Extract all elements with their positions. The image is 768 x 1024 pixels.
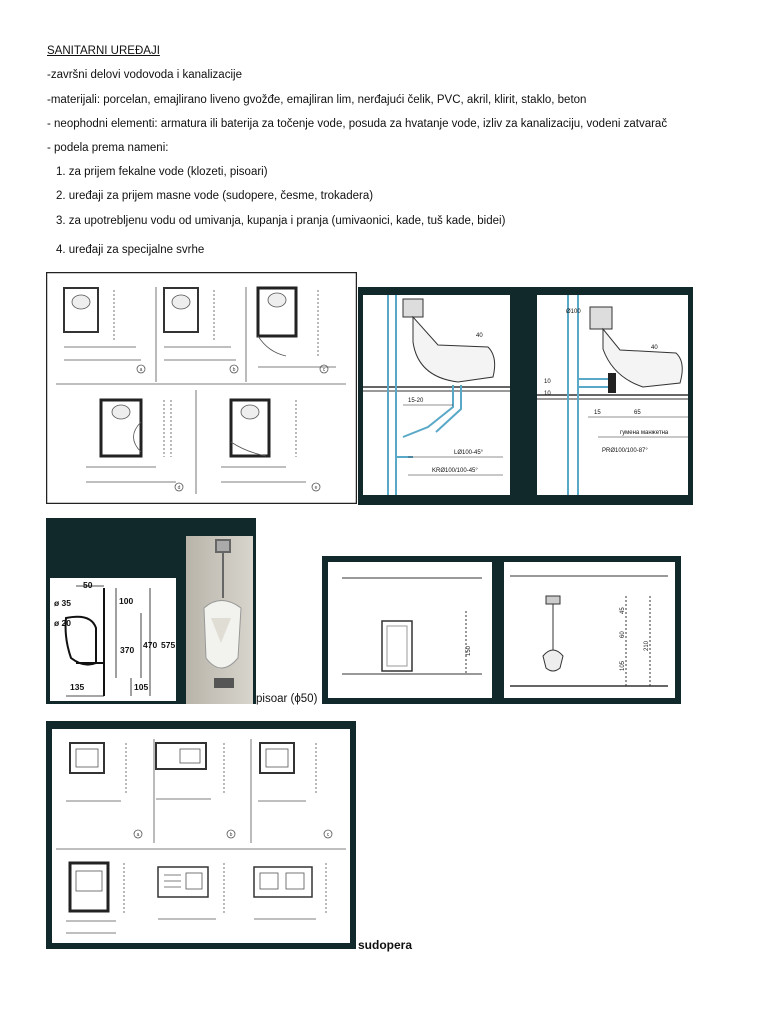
urinal-dim-dia20: ø 20: [54, 618, 72, 628]
urinal-elev-dim-60: 60: [620, 631, 626, 638]
urinal-dim-100: 100: [119, 596, 134, 606]
urinal-plan-figure: [322, 556, 498, 704]
plan-label-e: e: [314, 485, 318, 491]
sink-plan-figure: [46, 721, 356, 949]
section-right-label-4: 10: [544, 391, 551, 397]
urinal-dim-470: 470: [143, 640, 158, 650]
urinal-dim-dia35: ø 35: [54, 598, 72, 608]
toilet-plan-figure: [46, 272, 357, 504]
text-line-2: -materijali: porcelan, emajlirano liveno gvožđe, emajliran lim, nerđajući čelik, PVC, akril, klirit, staklo, beton: [47, 94, 587, 106]
urinal-figure: [46, 518, 256, 704]
urinal-elevation-figure: [498, 556, 681, 704]
urinal-dim-105: 105: [134, 682, 149, 692]
pisoar-caption: pisoar (ϕ50): [256, 693, 318, 705]
text-line-3: - neophodni elementi: armatura ili baterija za točenje vode, posuda za hvatanje vode, izliv za kanalizaciju, vodeni zatvarač: [47, 118, 668, 130]
section-right-label-8: PRØ100/100-87°: [602, 448, 648, 454]
section-right-label-2: 40: [651, 345, 658, 351]
section-right-label-6: 65: [634, 410, 641, 416]
plan-label-a: a: [139, 367, 143, 373]
plan-label-d: d: [177, 485, 181, 491]
urinal-dim-width-top: 50: [83, 580, 93, 590]
list-item-4: 4. uređaji za specijalne svrhe: [56, 244, 205, 256]
urinal-elev-dim-105: 105: [620, 660, 626, 671]
section-right-label-7: гумена манжетна: [620, 430, 669, 436]
urinal-plan-dim: 150: [466, 645, 472, 656]
section-right-label-1: Ø100: [566, 309, 581, 315]
page-heading: SANITARNI UREĐAJI: [47, 45, 160, 57]
urinal-dim-575: 575: [161, 640, 176, 650]
sink-plan-label-b: b: [229, 832, 233, 838]
section-right-label-5: 15: [594, 410, 601, 416]
urinal-elev-dim-45: 45: [620, 607, 626, 614]
toilet-section-figure: [358, 287, 693, 505]
plan-label-c: c: [322, 367, 326, 373]
sudopera-caption: sudopera: [358, 938, 413, 952]
urinal-dim-135: 135: [70, 682, 85, 692]
section-left-label-2: 15-20: [408, 398, 424, 404]
text-line-1: -završni delovi vodovoda i kanalizacije: [47, 69, 242, 81]
sink-plan-label-a: a: [136, 832, 140, 838]
urinal-elev-dim-210: 210: [644, 640, 650, 651]
plan-label-b: b: [232, 367, 236, 373]
section-left-label-1: 40: [476, 333, 483, 339]
list-item-2: 2. uređaji za prijem masne vode (sudopere, česme, trokadera): [56, 190, 374, 202]
list-item-1: 1. za prijem fekalne vode (klozeti, pisoari): [56, 166, 268, 178]
urinal-dim-370: 370: [120, 645, 135, 655]
section-right-label-3: 10: [544, 379, 551, 385]
sink-plan-label-c: c: [326, 832, 330, 838]
section-left-label-4: KRØ100/100-45°: [432, 468, 478, 474]
text-line-4: - podela prema nameni:: [47, 142, 169, 154]
section-left-label-3: LØ100-45°: [454, 450, 484, 456]
list-item-3: 3. za upotrebljenu vodu od umivanja, kupanja i pranja (umivaonici, kade, tuš kade, bidei): [56, 215, 506, 227]
